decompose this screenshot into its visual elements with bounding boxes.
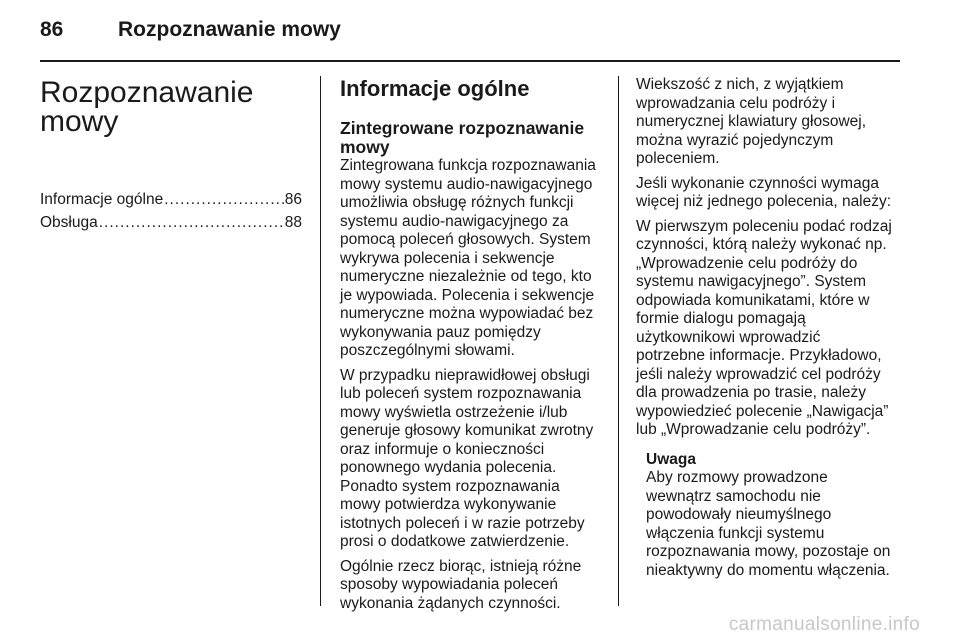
paragraph — [340, 367, 602, 552]
body-text — [340, 157, 602, 613]
text-line: wykonywania pauz pomiędzy — [340, 323, 541, 341]
text-line: je wypowiada. Polecenia i sekwencje — [340, 286, 595, 304]
text-line: sposoby wypowiadania poleceń — [340, 576, 559, 593]
text-line: mowy systemu audio-nawigacyjnego — [340, 175, 593, 193]
text-line: rozpoznawania mowy, pozostaje on — [646, 543, 891, 560]
text-line: Ogólnie rzecz biorąc, istnieją różne — [340, 557, 582, 575]
header-rule — [40, 60, 900, 62]
paragraph — [340, 558, 602, 614]
text-line: dla prowadzenia po trasie, należy — [636, 384, 867, 401]
chapter-title — [40, 78, 302, 136]
toc-entry-label: Informacje ogólne — [40, 191, 164, 208]
paragraph — [646, 469, 900, 580]
subsection-title — [340, 119, 602, 157]
paragraph — [636, 76, 900, 169]
text-line: oraz informuje o konieczności — [340, 440, 545, 458]
text-line: Jeśli wykonanie czynności wymaga — [636, 174, 879, 192]
text-line: powodowały nieumyślnego — [646, 506, 832, 523]
toc-entry-page: 86 — [284, 191, 302, 208]
text-line: nieaktywny do momentu włączenia. — [646, 561, 890, 579]
text-line: numeryczne można wypowiadać bez — [340, 305, 594, 322]
watermark: carmanualsonline.info — [728, 614, 920, 635]
content-column-right — [636, 76, 900, 580]
text-line: formie dialogu pomagają — [636, 310, 806, 327]
column-divider — [320, 76, 321, 606]
text-line: numerycznej klawiatury głosowej, — [636, 113, 867, 130]
text-line: mowy wyświetla ostrzeżenie i/lub — [340, 403, 568, 421]
toc-leader-dots — [99, 211, 284, 234]
text-line: wypowiedzieć polecenie „Nawigacja” — [636, 402, 889, 420]
text-line: włączenia funkcji systemu — [646, 524, 825, 542]
text-line: prosi o dodatkowe zatwierdzenie. — [340, 533, 570, 550]
page-number: 86 — [40, 18, 64, 41]
table-of-contents — [40, 188, 302, 234]
section-title: Informacje ogólne — [340, 76, 530, 101]
paragraph — [636, 218, 900, 440]
subsection-title-line: Zintegrowane rozpoznawanie — [340, 118, 585, 138]
text-line: Wiekszość z nich, z wyjątkiem — [636, 76, 844, 93]
text-line: Zintegrowana funkcja rozpoznawania — [340, 157, 596, 174]
chapter-title-line: mowy — [40, 105, 119, 138]
text-line: W przypadku nieprawidłowej obsługi — [340, 366, 590, 384]
text-line: Aby rozmowy prowadzone — [646, 469, 828, 486]
chapter-column — [40, 76, 302, 234]
text-line: wprowadzania celu podróży i — [636, 94, 836, 112]
text-line: generuje głosowy komunikat zwrotny — [340, 422, 594, 439]
paragraph — [636, 175, 900, 212]
text-line: numeryczne niezależnie od tego, kto — [340, 268, 592, 285]
text-line: poleceniem. — [636, 150, 720, 167]
subsection-title-line: mowy — [340, 137, 390, 157]
body-text — [636, 76, 900, 440]
toc-leader-dots — [164, 188, 284, 211]
note-label: Uwaga — [646, 450, 696, 468]
text-line: lub poleceń system rozpoznawania — [340, 385, 582, 402]
running-title: Rozpoznawanie mowy — [118, 18, 341, 41]
note-box — [646, 451, 900, 581]
text-line: Ponadto system rozpoznawania — [340, 477, 560, 495]
content-column-left — [340, 76, 602, 619]
text-line: umożliwia obsługę różnych funkcji — [340, 194, 574, 211]
text-line: lub „Wprowadzanie celu podróży”. — [636, 421, 871, 438]
text-line: wykrywa polecenia i sekwencje — [340, 249, 555, 267]
text-line: mowy potwierdza wykonywanie — [340, 496, 557, 513]
text-line: odpowiada komunikatami, które w — [636, 291, 870, 309]
text-line: poszczególnymi słowami. — [340, 342, 515, 359]
text-line: systemu audio-nawigacyjnego za — [340, 212, 569, 230]
page-header — [40, 18, 900, 48]
toc-entry-page: 88 — [284, 214, 302, 231]
text-line: istotnych poleceń i w razie potrzeby — [340, 514, 585, 532]
text-line: ponownego wydania polecenia. — [340, 459, 557, 476]
toc-entry[interactable] — [40, 211, 302, 234]
text-line: użytkownikowi wprowadzić — [636, 328, 821, 346]
text-line: wewnątrz samochodu nie — [646, 487, 821, 505]
chapter-title-line: Rozpoznawanie — [40, 76, 254, 109]
text-line: „Wprowadzenie celu podróży do — [636, 254, 858, 272]
column-divider — [618, 76, 619, 606]
text-line: czynności, którą należy wykonać np. — [636, 236, 887, 253]
toc-entry[interactable] — [40, 188, 302, 211]
text-line: wykonania żądanych czynności. — [340, 594, 561, 612]
text-line: więcej niż jednego polecenia, należy: — [636, 193, 892, 210]
note-text — [646, 469, 900, 580]
toc-entry-label: Obsługa — [40, 214, 98, 231]
paragraph — [340, 157, 602, 361]
text-line: W pierwszym poleceniu podać rodzaj — [636, 217, 892, 235]
text-line: pomocą poleceń głosowych. System — [340, 231, 591, 248]
text-line: można wyrazić pojedynczym — [636, 131, 834, 149]
text-line: potrzebne informacje. Przykładowo, — [636, 347, 882, 364]
text-line: jeśli należy wprowadzić cel podróży — [636, 365, 881, 383]
text-line: systemu nawigacyjnego”. System — [636, 273, 867, 290]
